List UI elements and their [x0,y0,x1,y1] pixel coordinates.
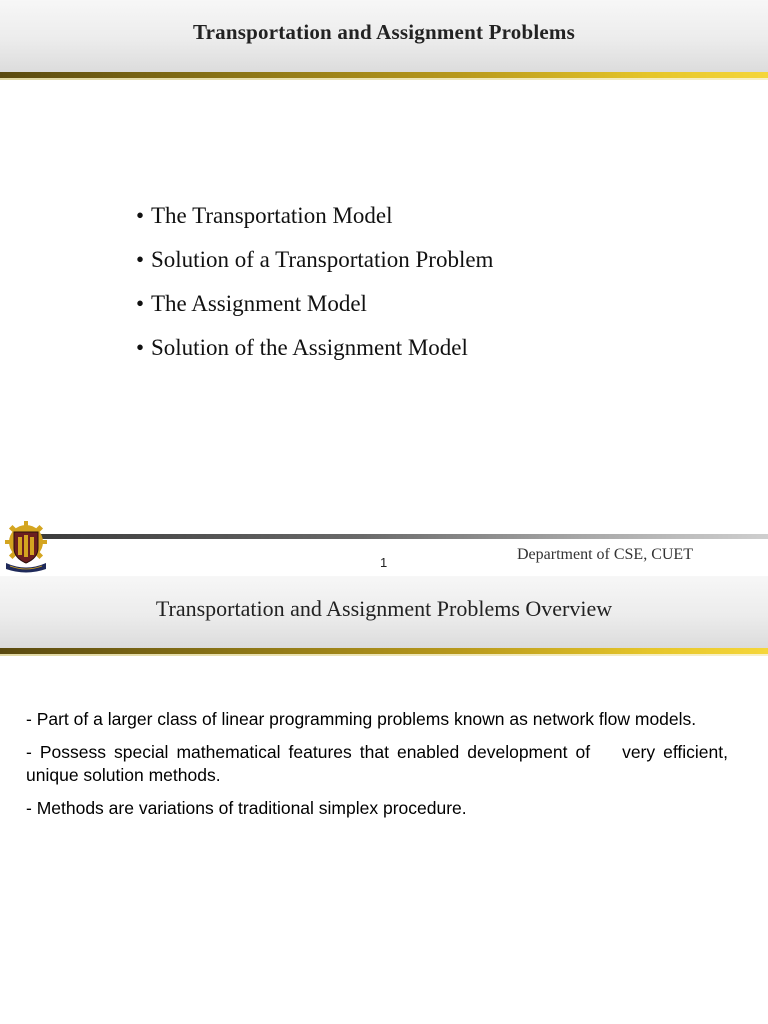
slide-title: Transportation and Assignment Problems [193,20,575,44]
bullet-text: Solution of a Transportation Problem [151,247,494,272]
gold-divider-highlight [0,78,768,80]
bullet-item [136,242,493,286]
page-number: 1 [380,555,388,570]
body-paragraph: - Possess special mathematical features that enabled development of very efficient, unique solution methods. [26,742,733,785]
bullet-text: The Assignment Model [151,291,367,316]
bullet-text: Solution of the Assignment Model [151,335,468,360]
body-paragraph: - Part of a larger class of linear programming problems known as network flow models. [26,709,697,729]
gold-divider-highlight [0,654,768,656]
footer-department: Department of CSE, CUET [517,546,693,563]
slide-2 [0,576,768,1024]
bullet-item [136,330,493,374]
bullet-item [136,198,493,242]
body-text [26,708,733,830]
bullet-symbol: • [136,335,145,360]
bullet-text: The Transportation Model [151,203,393,228]
bullet-list [136,198,493,374]
slide-title: Transportation and Assignment Problems Overview [155,596,613,621]
bullet-item [136,286,493,330]
footer-divider [30,534,768,539]
bullet-symbol: • [136,291,145,316]
bullet-symbol: • [136,203,145,228]
university-crest-icon [4,520,48,574]
body-paragraph: - Methods are variations of traditional simplex procedure. [26,798,467,818]
bullet-symbol: • [136,247,145,272]
